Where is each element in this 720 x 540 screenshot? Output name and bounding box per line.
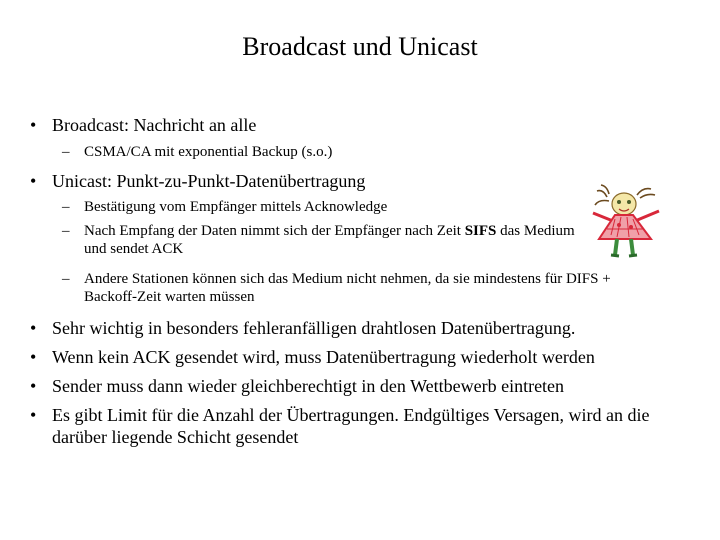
bullet-icon: • (30, 171, 37, 191)
sub-bullet-csma (62, 143, 662, 161)
bullet-icon: • (30, 405, 37, 425)
sifs-text-pre: Nach Empfang der Daten nimmt sich der Empfänger nach Zeit (84, 223, 465, 239)
sub-bullet-text (62, 222, 582, 258)
sub-bullet-difs (62, 270, 667, 306)
sifs-text-post: das Medium und sendet ACK (84, 223, 575, 257)
bullet-text: Wenn kein ACK gesendet wird, muss Datenübertragung wiederholt werden (52, 347, 595, 367)
dash-icon: – (62, 223, 70, 239)
bullet-important (30, 317, 700, 339)
sub-bullet-sifs (62, 222, 582, 258)
sub-bullet-text: Andere Stationen können sich das Medium nicht nehmen, da sie mindestens für DIFS + Backoff-Zeit warten müssen (84, 271, 611, 305)
bullet-icon: • (30, 115, 37, 135)
bullet-broadcast (30, 114, 700, 136)
bullet-limit (30, 404, 695, 448)
sub-bullet-ack (62, 198, 582, 216)
sub-bullet-text: Bestätigung vom Empfänger mittels Acknowledge (84, 199, 388, 215)
child-drawing-icon (585, 183, 667, 261)
bullet-text: Es gibt Limit für die Anzahl der Übertragungen. Endgültiges Versagen, wird an die darüber liegende Schicht gesendet (52, 405, 650, 447)
bullet-text: Broadcast: Nachricht an alle (52, 115, 257, 135)
dash-icon: – (62, 144, 70, 160)
bullet-icon: • (30, 347, 37, 367)
bullet-text: Sehr wichtig in besonders fehleranfälligen drahtlosen Datenübertragung. (52, 318, 576, 338)
bullet-icon: • (30, 318, 37, 338)
bullet-icon: • (30, 376, 37, 396)
dash-icon: – (62, 271, 70, 287)
dash-icon: – (62, 199, 70, 215)
bullet-text: Sender muss dann wieder gleichberechtigt in den Wettbewerb eintreten (52, 376, 565, 396)
slide-title: Broadcast und Unicast (242, 32, 478, 61)
bullet-text: Unicast: Punkt-zu-Punkt-Datenübertragung (52, 171, 366, 191)
sub-bullet-text: CSMA/CA mit exponential Backup (s.o.) (84, 144, 333, 160)
sifs-term: SIFS (464, 223, 497, 239)
bullet-sender (30, 375, 700, 397)
bullet-no-ack (30, 346, 700, 368)
